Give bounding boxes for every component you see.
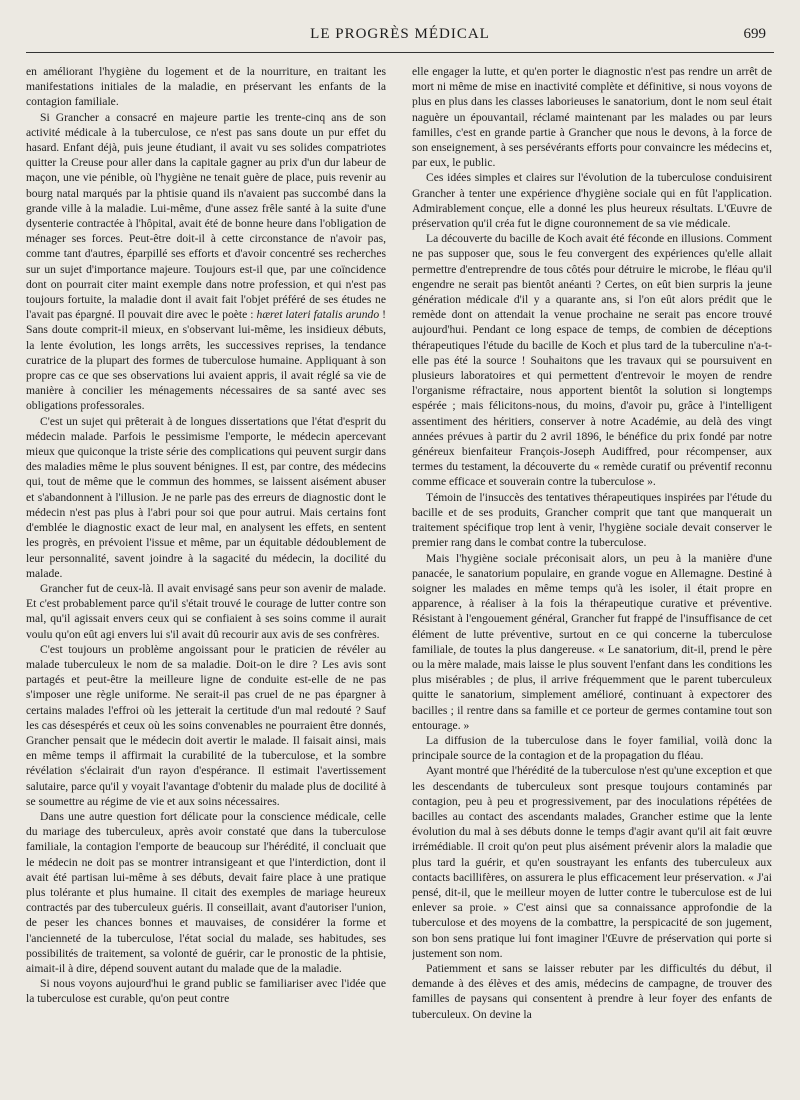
paragraph: La diffusion de la tuberculose dans le foyer familial, voilà donc la principale source de la contagion et de la propagation du fléau. bbox=[412, 733, 772, 763]
running-title: LE PROGRÈS MÉDICAL bbox=[310, 26, 490, 42]
paragraph: Grancher fut de ceux-là. Il avait envisagé sans peur son avenir de malade. Et c'est probablement parce qu'il s'était trouvé le courage de lutter contre son mal, qu'il agissait envers ceux qui se confiaient à ses soins comme il aurait voulu qu'on eût agi envers lui s'il avait dû recourir aux avis de ses confrères. bbox=[26, 581, 386, 641]
header-rule bbox=[26, 52, 774, 53]
paragraph: La découverte du bacille de Koch avait été féconde en illusions. Comment ne pas supposer que, sous le feu convergent des expériences qu'elle allait permettre d'entreprendre de tous côtés pour détruire le microbe, le fléau qu'il engendre ne serait pas bientôt anéanti ? Certes, on eût bien surpris la jeune génération médicale d'il y a quarante ans, si l'on eût alors prédit que le remède dont on attendait la venue prochaine ne serait pas encore trouvé aujourd'hui. Pendant ce long espace de temps, de combien de déceptions thérapeutiques l'étude du bacille de Koch et plus tard de la tuberculine n'a-t-elle pas été la source ! Souhaitons que les travaux qui se poursuivent en plusieurs laboratoires et qui permettent d'entrevoir le moyen de rendre l'organisme réfractaire, nous apportent bientôt la solution si longtemps espérée ; mais félicitons-nous, du moins, d'avoir pu, grâce à l'intelligent assentiment des héritiers, conserver à notre Académie, au delà des vingt années prévues à partir du 2 avril 1896, le bénéfice du prix fondé par notre généreux bienfaiteur François-Joseph Audiffred, pour récompenser, aux termes du testament, la découverte du « remède curatif ou préventif reconnu comme efficace et souverain contre la tuberculose ». bbox=[412, 232, 772, 489]
paragraph: C'est toujours un problème angoissant pour le praticien de révéler au malade tuberculeux le nom de sa maladie. Doit-on le dire ? Les avis sont partagés et peut-être la meilleure ligne de conduite est-elle de ne pas s'imposer une règle uniforme. Ne serait-il pas cruel de ne pas épargner à certains malades l'effroi où les jetterait la certitude d'un mal redouté ? Sauf les cas désespérés et ceux où les soins convenables ne pourraient être donnés, Grancher pensait que le médecin doit avertir le malade. Il faisait ainsi, mais en même temps il affirmait la curabilité de la tuberculose, et la sombre révélation s'éclairait d'un rayon d'espérance. Il estimait l'avertissement salutaire, parce qu'il y voyait l'avantage d'obtenir du malade plus de docilité à se soumettre au régime de vie et aux soins nécessaires. bbox=[26, 642, 386, 808]
paragraph: en améliorant l'hygiène du logement et de la nourriture, en traitant les manifestations initiales de la maladie, en préservant les enfants de la contagion familiale. bbox=[26, 65, 386, 109]
page-header bbox=[0, 26, 800, 48]
paragraph: Témoin de l'insuccès des tentatives thérapeutiques inspirées par l'étude du bacille et de ses produits, Grancher comprit que tant que manquerait un traitement spécifique trop lent à venir, l'hygiène sociale devait conserver le premier rang dans le combat contre la tuberculose. bbox=[412, 490, 772, 550]
paragraph: C'est un sujet qui prêterait à de longues dissertations que l'état d'esprit du médecin malade. Parfois le pessimisme l'emporte, le médecin apercevant mieux que quiconque la triste série des complications qui peuvent surgir dans des maladies même le plus souvent bénignes. Il est, par contre, des médecins qui, tout de même que le commun des hommes, se laissent aisément abuser et s'abandonnent à l'illusion. Je ne parle pas des erreurs de diagnostic dont le médecin n'est pas plus à l'abri pour soi que pour autrui. Mais certains font d'emblée le diagnostic exact de leur mal, en analysent les effets, en sentent les progrès, en prévoient l'issue et même, par un équitable dédoublement de leur personnalité, savent joindre à la sagacité du médecin, la docilité du malade. bbox=[26, 414, 386, 580]
paragraph: Mais l'hygiène sociale préconisait alors, un peu à la manière d'une panacée, le sanatorium populaire, en grande vogue en Allemagne. Destiné à soigner les malades en même temps qu'à les isoler, il était propre en apparence, à réaliser à la fois la thérapeutique curative et préventive. Résistant à l'engouement général, Grancher fut frappé de l'insuffisance de cet élément de lutte préventive, surtout en ce qui concerne la tuberculose familiale, de toutes la plus dangereuse. « Le sanatorium, dit-il, prend le père ou la mère malade, mais laisse le plus souvent l'enfant dans les conditions les plus misérables ; de plus, il arrive fréquemment que le parent tuberculeux quitte le sanatorium, simplement amélioré, continuant à expectorer des bacilles ; il rentre dans sa famille et ce porteur de germes contamine tout son entourage. » bbox=[412, 551, 772, 732]
paragraph: elle engager la lutte, et qu'en porter le diagnostic n'est pas rendre un arrêt de mort ni même de mise en inactivité complète et définitive, si nous voyons de plus en plus dans les classes laborieuses le sanatorium, dont le nom seul était naguère un épouvantail, réclamé maintenant par les malades ou par leurs familles, c'est en grande partie à Grancher que nous le devons, à la force de son enseignement, à ses persévérants efforts pour convaincre les médecins et, par eux, le public. bbox=[412, 65, 772, 170]
page-number: 699 bbox=[743, 26, 766, 42]
paragraph: Patiemment et sans se laisser rebuter par les difficultés du début, il demande à des élèves et des amis, médecins de campagne, de trouver des familles de paysans qui consentent à prendre à leur foyer des enfants de tuberculeux. On devine la bbox=[412, 961, 772, 1021]
paragraph bbox=[26, 110, 386, 414]
paragraph-text: ! Sans doute comprit-il mieux, en s'observant lui-même, les insidieux débuts, la lente évolution, les longs arrêts, les successives reprises, la tendance curatrice de la plupart des formes de tuberculose humaine. Appliquant à son propre cas ce que ses observations lui avaient appris, il avait réglé sa vie de manière à concilier les ménagements nécessaires de sa santé avec ses obligations professorales. bbox=[26, 308, 386, 413]
latin-quotation: hæret lateri fatalis arundo bbox=[256, 308, 380, 322]
paragraph: Si nous voyons aujourd'hui le grand public se familiariser avec l'idée que la tuberculose est curable, qu'on peut contre bbox=[26, 977, 386, 1006]
paragraph: Ces idées simples et claires sur l'évolution de la tuberculose conduisirent Grancher à tenter une expérience d'hygiène sociale qui en fût l'application. Admirablement conçue, elle a donné les plus heureux résultats. L'Œuvre de préservation qu'il créa fut le digne couronnement de sa vie médicale. bbox=[412, 171, 772, 231]
right-column bbox=[412, 64, 772, 1074]
paragraph-text: Si Grancher a consacré en majeure partie les trente-cinq ans de son activité médicale à la tuberculose, ce n'est pas sans doute un pur effet du hasard. Enfant déjà, puis jeune étudiant, il avait vu ses solides compatriotes quitter la Creuse pour aller dans la capitale gagner au prix d'un dur labeur de maçon, une vie pénible, où l'hygiène ne tenait guère de place, puis revenir au bourg natal marqués par la phtisie quand ils n'avaient pas succombé dans la grande ville à la maladie. Lui-même, d'une assez frêle santé à la suite d'une dysenterie contractée à l'hôpital, avait été de bonne heure dans l'obligation de ménager ses forces. Peut-être doit-il à cette circonstance de n'avoir pas, comme tant d'autres, éparpillé ses efforts et d'avoir concentré ses recherches sur un sujet d'importance majeure. Toujours est-il que, par une coïncidence dont on pourrait citer maint exemple dans notre profession, et qui n'est pas toujours fortuite, la maladie dont il avait fait l'objet préféré de ses études ne l'avait pas épargné. Il pouvait dire avec le poète : bbox=[26, 110, 386, 322]
paragraph: Dans une autre question fort délicate pour la conscience médicale, celle du mariage des tuberculeux, après avoir constaté que dans la tuberculose familiale, la contagion l'emporte de beaucoup sur l'hérédité, il concluait que le médecin ne doit pas se montrer intransigeant et que l'interdiction, dont il avait été partisan lui-même à ses débuts, devait faire place à une pratique plus tolérante et plus humaine. Il citait des exemples de mariage heureux contractés par des tuberculeux guéris. Il conseillait, avant d'autoriser l'union, de peser les chances bonnes et mauvaises, de considérer la forme et l'ancienneté de la tuberculose, l'état social du malade, ses habitudes, ses possibilités de traitement, sa volonté de guérir, car le pronostic de la phtisie, aimait-il à dire, dépend souvent autant du malade que de la maladie. bbox=[26, 809, 386, 975]
left-column bbox=[26, 64, 386, 1074]
paragraph: Ayant montré que l'hérédité de la tuberculose n'est qu'une exception et que les descendants de tuberculeux sont presque toujours contaminés par contagion, peu à peu et progressivement, par des inoculations répétées de bacilles au contact des ascendants malades, Grancher estime que la lente évolution du mal à ses débuts donne le temps d'agir avant qu'il ait fait œuvre irrémédiable. Il croit qu'on peut plus aisément prévenir alors la maladie que plus tard la guérir, et qu'en soustrayant les enfants des tuberculeux aux contacts bacillifères, on assurera le plus efficacement leur préservation. « J'ai pensé, dit-il, que le meilleur moyen de lutter contre le tuberculose est de lui enlever sa proie. » C'est ainsi que sa connaissance approfondie de la tuberculose et des moyens de la combattre, la perspicacité de son jugement, son bon sens pratique lui font imaginer l'Œuvre de préservation qui porte si justement son nom. bbox=[412, 764, 772, 960]
